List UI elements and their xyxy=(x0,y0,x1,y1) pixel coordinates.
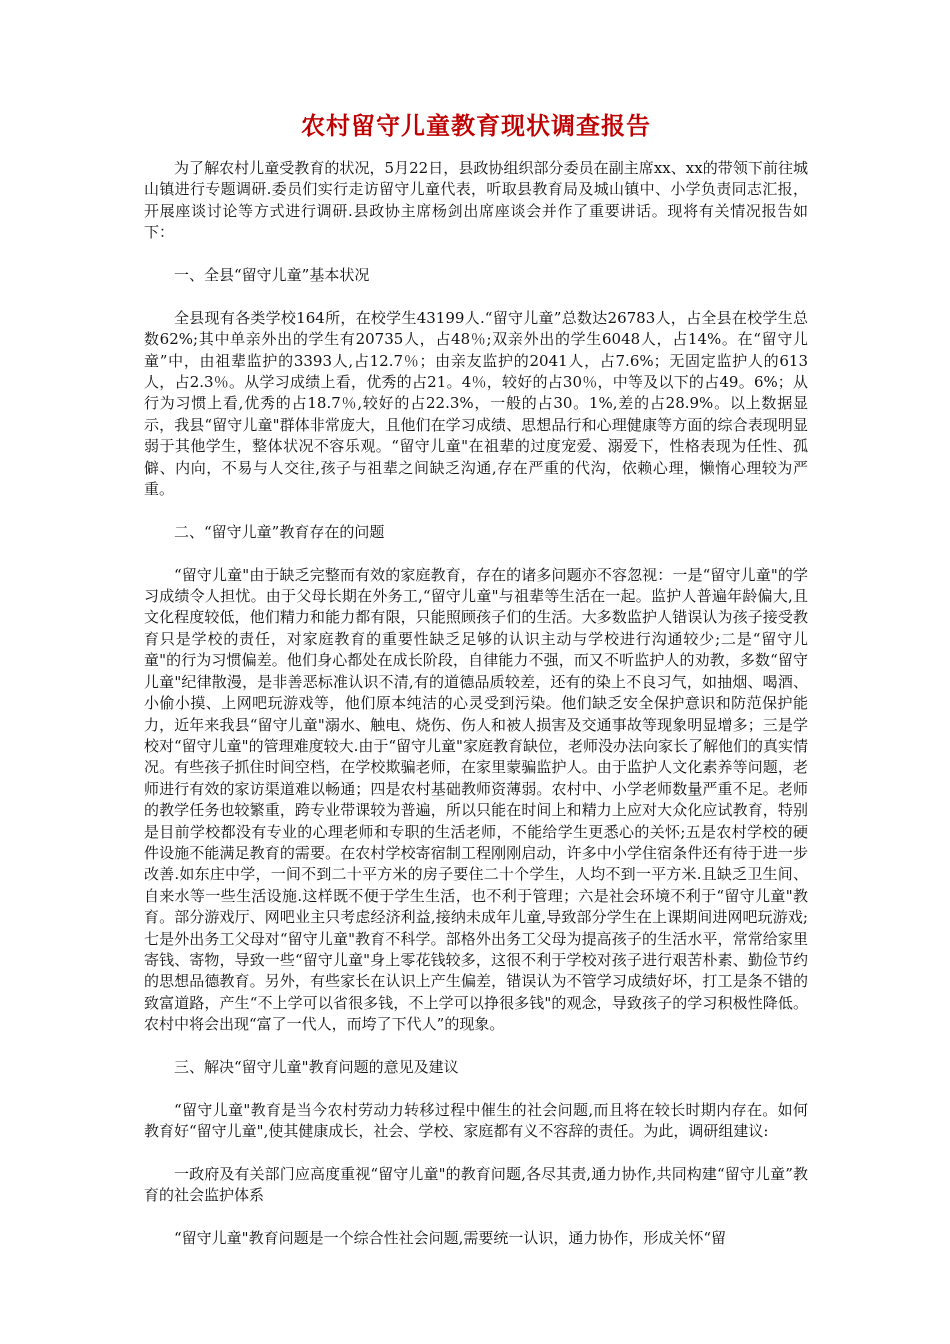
section-3-paragraph: “留守儿童"教育是当今农村劳动力转移过程中催生的社会问题,而且将在较长时期内存在。如何教育好“留守儿童",使其健康成长，社会、学校、家庭都有义不容辞的责任。为此，调研组建议: xyxy=(144,1100,808,1141)
document-title: 农村留守儿童教育现状调查报告 xyxy=(301,111,651,140)
section-1-heading: 一、全县“留守儿童”基本状况 xyxy=(174,266,370,285)
paragraph-gap xyxy=(144,286,808,307)
subsection-1-heading: 一政府及有关部门应高度重视“留守儿童"的教育问题,各尽其责,通力协作,共同构建“留守儿童”教育的社会监护体系 xyxy=(144,1164,808,1205)
section-2-paragraph: “留守儿童"由于缺乏完整而有效的家庭教育，存在的诸多问题亦不容忽视：一是“留守儿童"的学习成绩令人担忧。由于父母长期在外务工,“留守儿童"与祖辈等生活在一起。监护人普遍年龄偏大,且文化程度较低，他们精力和能力都有限，只能照顾孩子们的生活。大多数监护人错误认为孩子接受教育只是学校的责任，对家庭教育的重要性缺乏足够的认识主动与学校进行沟通较少;二是“留守儿童"的行为习惯偏差。他们身心都处在成长阶段，自律能力不强，而又不听监护人的劝教，多数“留守儿童"纪律散漫，是非善恶标准认识不清,有的道德品质较差，还有的染上不良习气，如抽烟、喝酒、小偷小摸、上网吧玩游戏等，他们原本纯洁的心灵受到污染。他们缺乏安全保护意识和防范保护能力，近年来我县“留守儿童"溺水、触电、烧伤、伤人和被人损害及交通事故等现象明显增多；三是学校对“留守儿童"的管理难度较大.由于“留守儿童"家庭教育缺位，老师没办法向家长了解他们的真实情况。有些孩子抓住时间空档，在学校欺骗老师，在家里蒙骗监护人。由于监护人文化素养等问题，老师进行有效的家访渠道难以畅通；四是农村基础教师资薄弱。农村中、小学老师数量严重不足。老师的教学任务也较繁重，跨专业带课较为普遍，所以只能在时间上和精力上应对大众化应试教育，特别是目前学校都没有专业的心理老师和专职的生活老师，不能给学生更悉心的关怀;五是农村学校的硬件设施不能满足教育的需要。在农村学校寄宿制工程刚刚启动，许多中小学住宿条件还有待于进一步改善.如东庄中学，一间不到二十平方米的房子要住二十个学生，人均不到一平方米.且缺乏卫生间、自来水等一些生活设施.这样既不便于学生生活，也不利于管理；六是社会环境不利于“留守儿童"教育。部分游戏厅、网吧业主只考虑经济利益,接纳未成年儿童,导致部分学生在上课期间进网吧玩游戏;七是外出务工父母对“留守儿童"教育不科学。部格外出务工父母为提高孩子的生活水平，常常给家里寄钱、寄物，导致一些“留守儿童"身上零花钱较多，这很不利于学校对孩子进行艰苦朴素、勤俭节约的思想品德教育。另外，有些家长在认识上产生偏差，错误认为不管学习成绩好坏，打工是条不错的致富道路，产生“不上学可以省很多钱，不上学可以挣很多钱"的观念，导致孩子的学习积极性降低。农村中将会出现“富了一代人，而垮了下代人”的现象。 xyxy=(144,565,808,1034)
paragraph-gap xyxy=(144,543,808,564)
paragraph-gap xyxy=(144,1036,808,1057)
paragraph-gap xyxy=(144,500,808,521)
section-1-paragraph: 全县现有各类学校164所，在校学生43199人.“留守儿童”总数达26783人，占全县在校学生总数62%;其中单亲外出的学生有20735人，占48％;双亲外出的学生6048人，占14%。在“留守儿童”中，由祖辈监护的3393人,占12.7％；由亲友监护的2041人，占7.6%；无固定监护人的613人，占2.3％。从学习成绩上看，优秀的占21。4％，较好的占30％，中等及以下的占49。6%；从行为习惯上看,优秀的占18.7％,较好的占22.3%，一般的占30。1%,差的占28.9%。以上数据显示，我县“留守儿童"群体非常庞大，且他们在学习成绩、思想品行和心理健康等方面的综合表现明显弱于其他学生，整体状况不容乐观。“留守儿童"在祖辈的过度宠爱、溺爱下，性格表现为任性、孤僻、内向，不易与人交往,孩子与祖辈之间缺乏沟通,存在严重的代沟，依赖心理，懒惰心理较为严重。 xyxy=(144,308,808,499)
section-3-heading: 三、解决“留守儿童"教育问题的意见及建议 xyxy=(174,1057,459,1076)
paragraph-gap xyxy=(144,1078,808,1099)
paragraph-gap xyxy=(144,244,808,265)
paragraph-gap xyxy=(144,1207,808,1228)
subsection-1-paragraph: “留守儿童"教育问题是一个综合性社会问题,需要统一认识，通力协作，形成关怀“留 xyxy=(174,1229,727,1248)
document-page xyxy=(144,108,808,1250)
section-2-heading: 二、“留守儿童”教育存在的问题 xyxy=(174,522,385,541)
paragraph-gap xyxy=(144,1143,808,1164)
intro-paragraph: 为了解农村儿童受教育的状况，5月22日，县政协组织部分委员在副主席xx、xx的带领下前往城山镇进行专题调研.委员们实行走访留守儿童代表，听取县教育局及城山镇中、小学负责同志汇报，开展座谈讨论等方式进行调研.县政协主席杨剑出席座谈会并作了重要讲话。现将有关情况报告如下： xyxy=(144,159,808,242)
